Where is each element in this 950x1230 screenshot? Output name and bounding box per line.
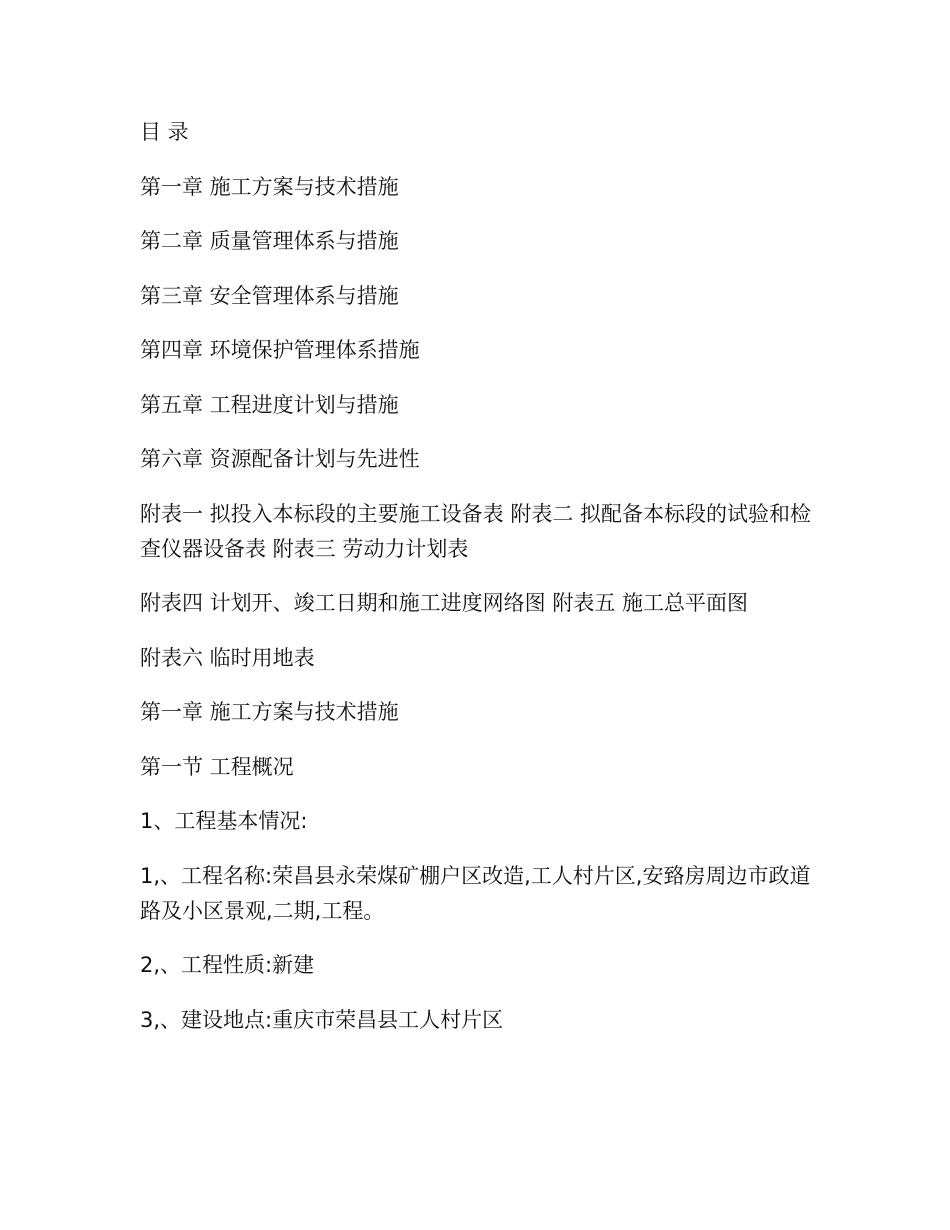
toc-item-chapter-2: 第二章 质量管理体系与措施 bbox=[140, 229, 399, 253]
toc-appendix-6: 附表六 临时用地表 bbox=[140, 645, 315, 670]
toc-appendix-1-3: 附表一 拟投入本标段的主要施工设备表 附表二 拟配备本标段的试验和检查仪器设备表 附表三 劳动力计划表 bbox=[140, 501, 812, 561]
toc-item-chapter-3: 第三章 安全管理体系与措施 bbox=[140, 283, 399, 308]
chapter-heading: 第一章 施工方案与技术措施 bbox=[140, 700, 399, 724]
toc-item-chapter-6: 第六章 资源配备计划与先进性 bbox=[140, 447, 420, 471]
project-location-paragraph: 3,、建设地点:重庆市荣昌县工人村片区 bbox=[140, 1007, 504, 1032]
toc-appendix-4-5: 附表四 计划开、竣工日期和施工进度网络图 附表五 施工总平面图 bbox=[140, 591, 749, 615]
document-content bbox=[140, 115, 820, 1057]
project-name-paragraph: 1,、工程名称:荣昌县永荣煤矿棚户区改造,工人村片区,安臵房周边市政道路及小区景观,二期,工程。 bbox=[140, 863, 811, 923]
toc-item-chapter-1: 第一章 施工方案与技术措施 bbox=[140, 174, 399, 199]
toc-heading: 目 录 bbox=[140, 120, 189, 144]
subsection-heading: 1、工程基本情况: bbox=[140, 809, 308, 833]
project-nature-paragraph: 2,、工程性质:新建 bbox=[140, 953, 315, 977]
toc-item-chapter-4: 第四章 环境保护管理体系措施 bbox=[140, 338, 420, 362]
toc-item-chapter-5: 第五章 工程进度计划与措施 bbox=[140, 392, 399, 417]
section-heading: 第一节 工程概况 bbox=[140, 754, 294, 779]
